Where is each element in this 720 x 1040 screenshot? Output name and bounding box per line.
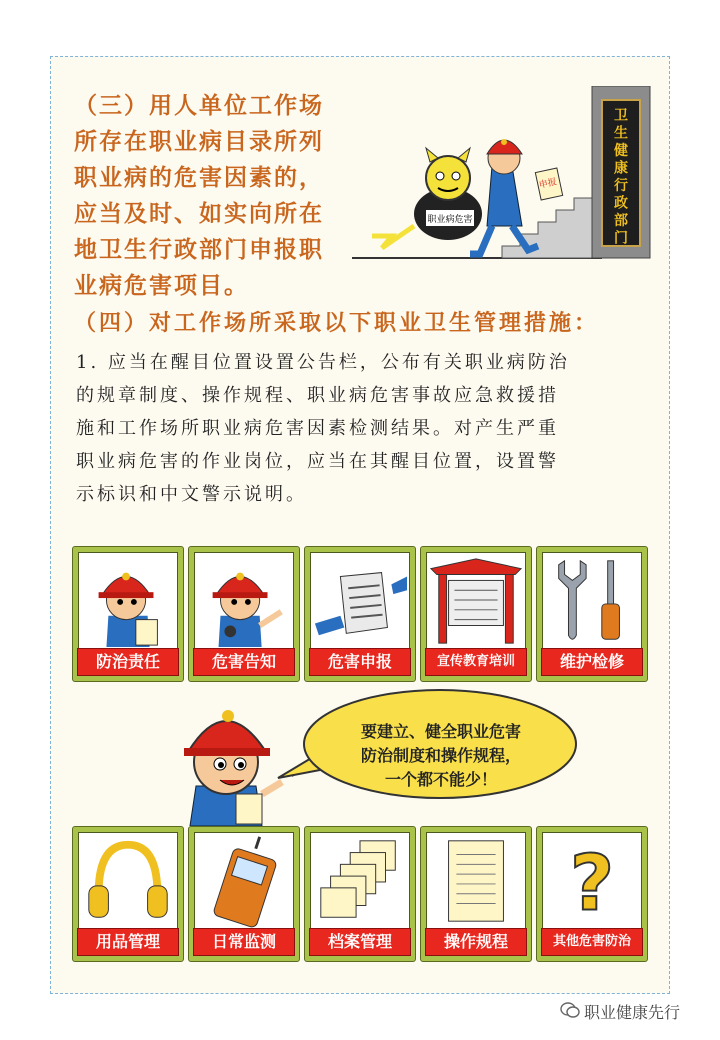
bubble-line: 一个都不能少！: [384, 770, 497, 789]
tile-label: 档案管理: [309, 928, 411, 956]
paragraph-line: 1. 应当在醒目位置设置公告栏，公布有关职业病防治: [76, 352, 570, 373]
question-mark-icon: [542, 832, 642, 930]
tile-label: 操作规程: [425, 928, 527, 956]
bubble-line: 要建立、健全职业危害: [360, 722, 521, 741]
tile-other-hazard-prevention: [536, 826, 648, 962]
tile-maintenance: [536, 546, 648, 682]
sign-character: 生: [614, 125, 628, 142]
wechat-icon: [560, 1002, 580, 1018]
section3-line: （三）用人单位工作场: [74, 92, 324, 119]
hazard-monster-icon: [372, 148, 482, 248]
sign-character: 康: [614, 160, 628, 177]
paragraph-line: 示标识和中文警示说明。: [76, 484, 307, 505]
file-stack-icon: [310, 832, 410, 930]
tile-operating-procedures: [420, 826, 532, 962]
hand-document-icon: [310, 552, 410, 650]
tile-publicity-training: [420, 546, 532, 682]
paper-sheet-icon: [426, 832, 526, 930]
worker-pointing-icon: [194, 552, 294, 650]
section3-text: [74, 88, 374, 304]
bulletin-board-icon: [426, 552, 526, 650]
tile-hazard-notification: [188, 546, 300, 682]
tile-label: 用品管理: [77, 928, 179, 956]
sign-character: 门: [614, 230, 628, 247]
tile-equipment-management: [72, 826, 184, 962]
document-label: 申报: [538, 177, 558, 191]
tile-label: 日常监测: [193, 928, 295, 956]
tile-label: 防治责任: [77, 648, 179, 676]
section3-line: 业病危害项目。: [74, 272, 249, 299]
speech-bubble-text: [310, 720, 572, 792]
tile-archive-management: [304, 826, 416, 962]
section3-line: 地卫生行政部门申报职: [74, 236, 324, 263]
sign-character: 政: [614, 195, 628, 212]
section4-paragraph: [76, 346, 650, 511]
tile-label: 危害告知: [193, 648, 295, 676]
section3-line: 所存在职业病目录所列: [74, 128, 324, 155]
section4-title: （四）对工作场所采取以下职业卫生管理措施：: [74, 310, 600, 336]
sign-character: 健: [614, 143, 628, 159]
tile-label: 维护检修: [541, 648, 643, 676]
sign-character: 部: [614, 213, 628, 229]
paragraph-line: 的规章制度、操作规程、职业病危害事故应急救援措: [76, 385, 559, 406]
paragraph-line: 职业病危害的作业岗位，应当在其醒目位置，设置警: [76, 451, 559, 472]
worker-clipboard-icon: [78, 552, 178, 650]
bubble-line: 防治制度和操作规程，: [360, 746, 521, 765]
worker-speaking-icon: [184, 710, 282, 826]
paragraph-line: 施和工作场所职业病危害因素检测结果。对产生严重: [76, 418, 559, 439]
watermark-text: 职业健康先行: [584, 1003, 681, 1022]
section3-line: 应当及时、如实向所在: [74, 200, 324, 227]
tile-label: 危害申报: [309, 648, 411, 676]
monster-label: 职业病危害: [427, 215, 473, 225]
tile-daily-monitoring: [188, 826, 300, 962]
sign-character: 行: [614, 178, 628, 194]
tile-label: 宣传教育培训: [425, 648, 527, 676]
wrench-screwdriver-icon: [542, 552, 642, 650]
monitor-device-icon: [194, 832, 294, 930]
tile-prevention-responsibility: [72, 546, 184, 682]
tile-label: 其他危害防治: [541, 928, 643, 956]
report-illustration: [352, 86, 656, 266]
earmuffs-icon: [78, 832, 178, 930]
section3-line: 职业病的危害因素的，: [74, 164, 324, 191]
tile-hazard-report: [304, 546, 416, 682]
sign-character: 卫: [614, 108, 628, 124]
svg-text:?: ?: [569, 839, 615, 929]
